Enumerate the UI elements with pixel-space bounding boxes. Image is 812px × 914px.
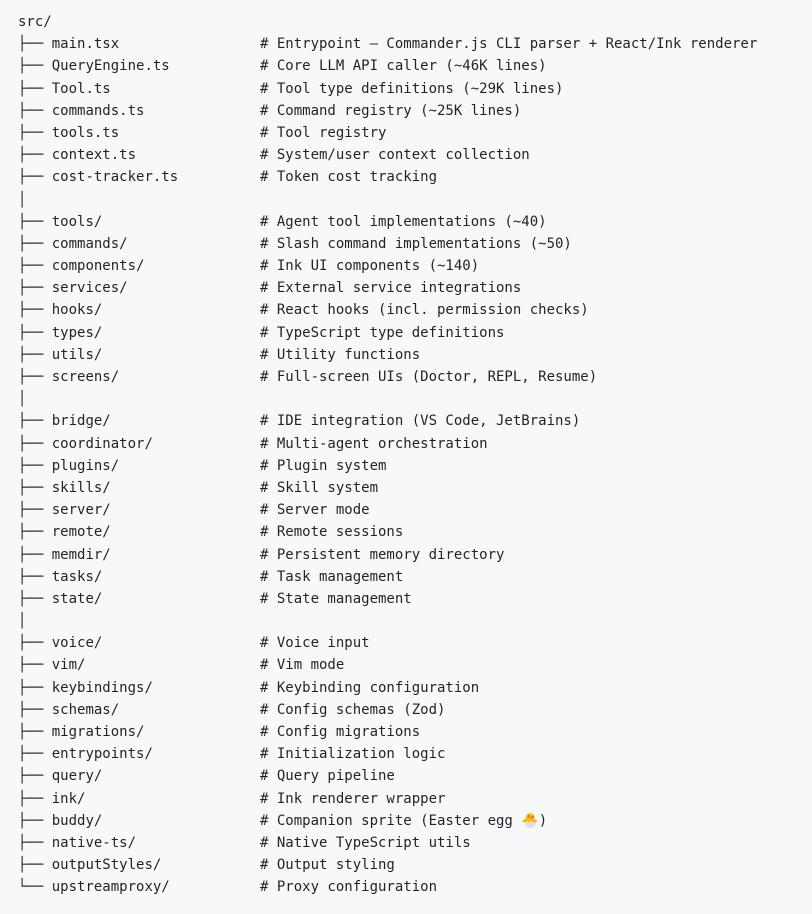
entry-comment: # Companion sprite (Easter egg 🐣) — [260, 812, 548, 829]
tree-entry — [18, 721, 812, 743]
tree-path — [18, 433, 260, 455]
tree-path — [18, 876, 260, 898]
directory-tree — [18, 33, 812, 898]
entry-name: commands/ — [51, 235, 128, 252]
entry-comment: # Persistent memory directory — [260, 546, 505, 563]
tree-path — [18, 854, 260, 876]
tree-path — [18, 277, 260, 299]
tree-path — [18, 721, 260, 743]
tree-branch: ├── — [18, 546, 44, 563]
entry-name: vim/ — [51, 657, 86, 674]
entry-comment: # Native TypeScript utils — [260, 834, 471, 851]
tree-path — [18, 344, 260, 366]
tree-path — [18, 765, 260, 787]
tree-branch: ├── — [18, 147, 44, 164]
root-line — [18, 11, 812, 33]
entry-comment: # Agent tool implementations (~40) — [260, 213, 547, 230]
tree-path — [18, 632, 260, 654]
entry-name: cost-tracker.ts — [51, 169, 179, 186]
entry-name: buddy/ — [51, 812, 103, 829]
entry-name: server/ — [51, 502, 111, 519]
tree-entry — [18, 100, 812, 122]
entry-comment: # Multi-agent orchestration — [260, 435, 488, 452]
tree-path — [18, 55, 260, 77]
tree-entry — [18, 322, 812, 344]
entry-name: types/ — [51, 324, 103, 341]
separator-glyph: │ — [18, 391, 27, 408]
tree-path — [18, 233, 260, 255]
entry-name: migrations/ — [51, 724, 145, 740]
tree-branch: ├── — [18, 657, 44, 674]
tree-branch: ├── — [18, 258, 44, 275]
tree-entry — [18, 876, 812, 898]
entry-name: services/ — [51, 280, 128, 297]
tree-entry — [18, 211, 812, 233]
root-directory: src/ — [18, 14, 52, 30]
tree-path — [18, 211, 260, 233]
tree-entry — [18, 433, 812, 455]
tree-path — [18, 455, 260, 477]
entry-comment: # Remote sessions — [260, 524, 404, 541]
tree-branch: ├── — [18, 479, 44, 496]
tree-entry — [18, 743, 812, 765]
tree-branch: ├── — [18, 724, 44, 740]
tree-path — [18, 677, 260, 699]
tree-path — [18, 299, 260, 321]
tree-entry — [18, 854, 812, 876]
tree-entry — [18, 233, 812, 255]
entry-name: state/ — [51, 590, 103, 607]
tree-branch: ├── — [18, 812, 44, 829]
tree-branch: ├── — [18, 746, 44, 763]
group-separator — [18, 610, 812, 632]
group-separator — [18, 189, 812, 211]
tree-branch: ├── — [18, 568, 44, 585]
entry-name: voice/ — [51, 635, 103, 652]
tree-branch: ├── — [18, 80, 44, 97]
tree-entry — [18, 33, 812, 55]
tree-path — [18, 33, 260, 55]
entry-name: QueryEngine.ts — [51, 58, 170, 75]
tree-entry — [18, 55, 812, 77]
group-separator — [18, 388, 812, 410]
tree-path — [18, 78, 260, 100]
entry-comment: # System/user context collection — [260, 147, 530, 164]
entry-name: memdir/ — [51, 546, 111, 563]
tree-path — [18, 810, 260, 832]
tree-entry — [18, 366, 812, 388]
tree-branch: ├── — [18, 790, 44, 807]
tree-entry — [18, 810, 812, 832]
entry-name: main.tsx — [51, 36, 120, 53]
entry-comment: # TypeScript type definitions — [260, 324, 505, 341]
entry-name: Tool.ts — [51, 80, 111, 97]
entry-comment: # Full-screen UIs (Doctor, REPL, Resume) — [260, 369, 598, 385]
entry-comment: # Voice input — [260, 635, 370, 652]
tree-branch: ├── — [18, 834, 44, 851]
entry-name: components/ — [51, 258, 145, 275]
tree-path — [18, 788, 260, 810]
tree-entry — [18, 521, 812, 543]
tree-entry — [18, 588, 812, 610]
entry-comment: # Token cost tracking — [260, 169, 438, 186]
entry-comment: # Plugin system — [260, 457, 387, 474]
entry-name: utils/ — [51, 346, 103, 363]
separator-glyph: │ — [18, 613, 27, 630]
tree-path — [18, 477, 260, 499]
tree-branch: ├── — [18, 213, 44, 230]
entry-name: commands.ts — [51, 102, 145, 119]
entry-comment: # State management — [260, 590, 412, 607]
tree-path — [18, 654, 260, 676]
tree-path — [18, 521, 260, 543]
tree-path — [18, 166, 260, 188]
entry-comment: # IDE integration (VS Code, JetBrains) — [260, 413, 581, 430]
entry-comment: # Keybinding configuration — [260, 679, 480, 696]
tree-entry — [18, 566, 812, 588]
entry-comment: # Command registry (~25K lines) — [260, 102, 522, 119]
entry-name: tools.ts — [51, 124, 120, 141]
tree-branch: ├── — [18, 58, 44, 75]
tree-path — [18, 144, 260, 166]
entry-name: coordinator/ — [51, 435, 153, 452]
tree-entry — [18, 455, 812, 477]
entry-name: query/ — [51, 768, 103, 785]
tree-entry — [18, 499, 812, 521]
tree-entry — [18, 677, 812, 699]
tree-branch: ├── — [18, 502, 44, 519]
entry-name: hooks/ — [51, 302, 103, 319]
entry-comment: # Vim mode — [260, 657, 345, 674]
tree-branch: ├── — [18, 435, 44, 452]
tree-branch: ├── — [18, 457, 44, 474]
entry-comment: # Utility functions — [260, 346, 421, 363]
entry-comment: # External service integrations — [260, 280, 522, 297]
tree-branch: └── — [18, 879, 44, 896]
tree-entry — [18, 544, 812, 566]
tree-branch: ├── — [18, 169, 44, 186]
entry-name: bridge/ — [51, 413, 111, 430]
tree-entry — [18, 277, 812, 299]
entry-comment: # Tool type definitions (~29K lines) — [260, 80, 564, 97]
tree-branch: ├── — [18, 346, 44, 363]
tree-path — [18, 566, 260, 588]
tree-branch: ├── — [18, 524, 44, 541]
tree-entry — [18, 477, 812, 499]
entry-comment: # Config schemas (Zod) — [260, 701, 446, 718]
tree-entry — [18, 299, 812, 321]
tree-entry — [18, 765, 812, 787]
tree-path — [18, 743, 260, 765]
entry-comment: # Entrypoint — Commander.js CLI parser + React/Ink renderer — [260, 36, 758, 53]
tree-branch: ├── — [18, 280, 44, 297]
entry-comment: # Core LLM API caller (~46K lines) — [260, 58, 547, 75]
tree-branch: ├── — [18, 701, 44, 718]
entry-name: plugins/ — [51, 457, 120, 474]
tree-entry — [18, 788, 812, 810]
entry-comment: # Server mode — [260, 502, 370, 519]
tree-branch: ├── — [18, 590, 44, 607]
entry-name: entrypoints/ — [51, 746, 153, 763]
tree-path — [18, 699, 260, 721]
entry-comment: # Proxy configuration — [260, 879, 438, 896]
tree-path — [18, 410, 260, 432]
tree-path — [18, 255, 260, 277]
tree-path — [18, 322, 260, 344]
tree-entry — [18, 699, 812, 721]
tree-branch: ├── — [18, 369, 44, 385]
tree-branch: ├── — [18, 235, 44, 252]
entry-name: keybindings/ — [51, 679, 153, 696]
tree-entry — [18, 122, 812, 144]
tree-branch: ├── — [18, 413, 44, 430]
entry-name: remote/ — [51, 524, 111, 541]
entry-name: schemas/ — [51, 701, 120, 718]
entry-comment: # Ink renderer wrapper — [260, 790, 446, 807]
entry-name: native-ts/ — [51, 834, 137, 851]
tree-entry — [18, 166, 812, 188]
tree-branch: ├── — [18, 36, 44, 53]
tree-path — [18, 122, 260, 144]
separator-glyph: │ — [18, 191, 27, 208]
entry-name: upstreamproxy/ — [51, 879, 170, 896]
entry-comment: # Tool registry — [260, 124, 387, 141]
entry-name: outputStyles/ — [51, 857, 162, 874]
entry-comment: # Skill system — [260, 479, 379, 496]
entry-comment: # Initialization logic — [260, 746, 446, 763]
tree-path — [18, 499, 260, 521]
tree-branch: ├── — [18, 768, 44, 785]
tree-entry — [18, 78, 812, 100]
tree-entry — [18, 654, 812, 676]
tree-path — [18, 100, 260, 122]
tree-branch: ├── — [18, 679, 44, 696]
entry-comment: # Query pipeline — [260, 768, 395, 785]
tree-path — [18, 588, 260, 610]
tree-entry — [18, 410, 812, 432]
entry-name: screens/ — [51, 369, 120, 385]
entry-comment: # Slash command implementations (~50) — [260, 235, 572, 252]
entry-name: tasks/ — [51, 568, 103, 585]
tree-path — [18, 832, 260, 854]
tree-branch: ├── — [18, 302, 44, 319]
tree-branch: ├── — [18, 857, 44, 874]
tree-entry — [18, 144, 812, 166]
entry-name: skills/ — [51, 479, 111, 496]
tree-entry — [18, 832, 812, 854]
entry-comment: # Task management — [260, 568, 404, 585]
tree-entry — [18, 632, 812, 654]
entry-name: ink/ — [51, 790, 86, 807]
entry-name: context.ts — [51, 147, 137, 164]
tree-path — [18, 544, 260, 566]
tree-entry — [18, 255, 812, 277]
tree-path — [18, 366, 260, 388]
entry-comment: # Ink UI components (~140) — [260, 258, 480, 275]
tree-branch: ├── — [18, 124, 44, 141]
entry-name: tools/ — [51, 213, 103, 230]
tree-branch: ├── — [18, 102, 44, 119]
entry-comment: # React hooks (incl. permission checks) — [260, 302, 589, 319]
entry-comment: # Output styling — [260, 857, 395, 874]
tree-branch: ├── — [18, 324, 44, 341]
tree-entry — [18, 344, 812, 366]
entry-comment: # Config migrations — [260, 724, 421, 740]
tree-branch: ├── — [18, 635, 44, 652]
